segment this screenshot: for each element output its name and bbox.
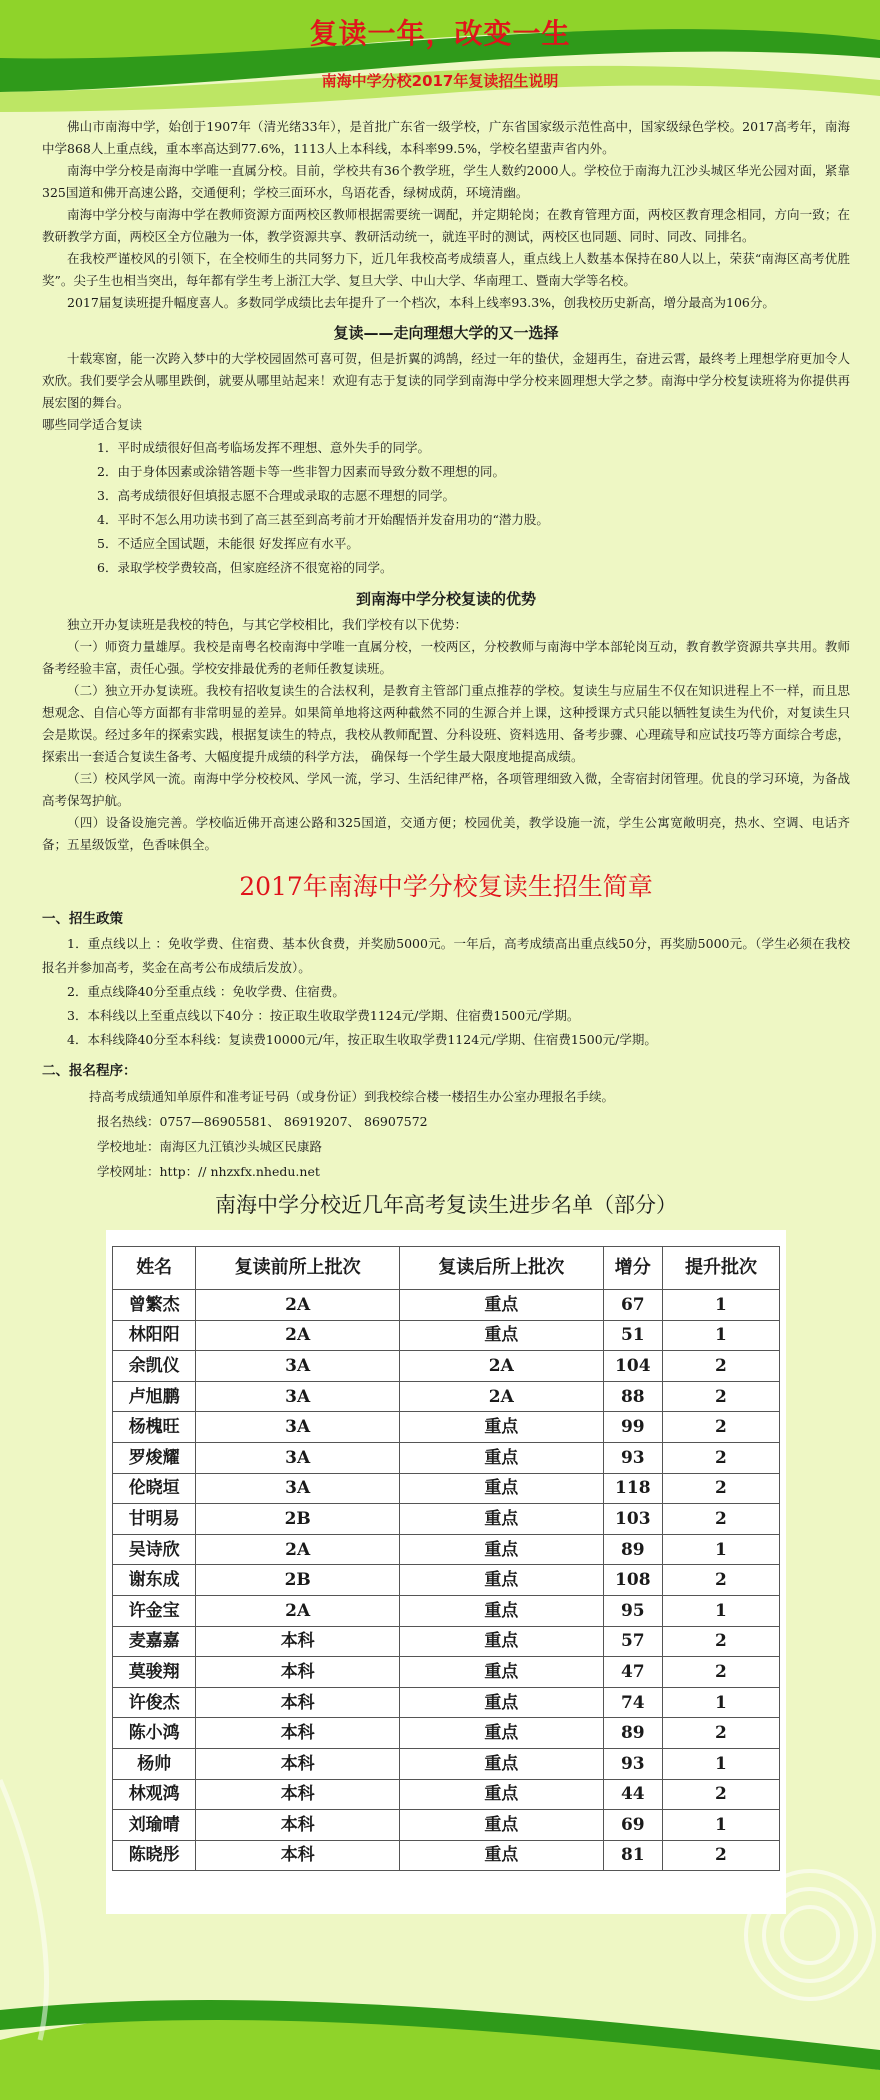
table-row xyxy=(113,1473,780,1504)
table-cell: 104 xyxy=(603,1351,662,1382)
table-row xyxy=(113,1534,780,1565)
table-cell: 2 xyxy=(662,1442,779,1473)
table-row xyxy=(113,1657,780,1688)
table-row xyxy=(113,1504,780,1535)
table-row xyxy=(113,1748,780,1779)
subheading: 南海中学分校2017年复读招生说明 xyxy=(321,72,559,90)
suitable-label: 哪些同学适合复读 xyxy=(42,417,143,432)
table-cell: 重点 xyxy=(400,1534,604,1565)
table-cell: 重点 xyxy=(400,1657,604,1688)
table-cell: 3A xyxy=(196,1351,400,1382)
intro-section xyxy=(42,116,850,314)
table-cell: 67 xyxy=(603,1290,662,1321)
table-cell: 2 xyxy=(662,1718,779,1749)
table-cell: 2 xyxy=(662,1504,779,1535)
content xyxy=(42,116,850,1914)
table-cell: 罗焌耀 xyxy=(113,1442,196,1473)
list-item: 4．平时不怎么用功读书到了高三甚至到高考前才开始醒悟并发奋用功的“潜力股。 xyxy=(97,512,549,527)
list-item: 3．高考成绩很好但填报志愿不合理或录取的志愿不理想的同学。 xyxy=(97,488,455,503)
table-cell: 93 xyxy=(603,1442,662,1473)
table-row xyxy=(113,1442,780,1473)
table-cell: 2B xyxy=(196,1565,400,1596)
table-cell: 3A xyxy=(196,1442,400,1473)
intro-paragraph: 南海中学分校是南海中学唯一直属分校。目前，学校共有36个教学班，学生人数约2000人。学校位于南海九江沙头城区华光公园对面，紧靠325国道和佛开高速公路，交通便利；学校三面环水，鸟语花香，绿树成荫，环境清幽。 xyxy=(42,163,850,200)
table-cell: 本科 xyxy=(196,1687,400,1718)
table-cell: 重点 xyxy=(400,1412,604,1443)
table-cell: 林阳阳 xyxy=(113,1320,196,1351)
website: 学校网址：http：// nhzxfx.nhedu.net xyxy=(97,1164,320,1179)
table-cell: 麦嘉嘉 xyxy=(113,1626,196,1657)
table-cell: 44 xyxy=(603,1779,662,1810)
table-cell: 谢东成 xyxy=(113,1565,196,1596)
table-cell: 杨槐旺 xyxy=(113,1412,196,1443)
table-cell: 重点 xyxy=(400,1748,604,1779)
section-paragraph: 十载寒窗，能一次跨入梦中的大学校园固然可喜可贺，但是折翼的鸿鹄，经过一年的蛰伏，金翅再生，奋进云霄，最终考上理想学府更加令人欢欣。我们要学会从哪里跌倒，就要从哪里站起来！欢迎有志于复读的同学到南海中学分校来圆理想大学之梦。南海中学分校复读班将为你提供再展宏图的舞台。 xyxy=(42,351,850,410)
table-cell: 81 xyxy=(603,1840,662,1871)
table-cell: 重点 xyxy=(400,1290,604,1321)
table-cell: 重点 xyxy=(400,1687,604,1718)
header-cell: 复读后所上批次 xyxy=(400,1247,604,1290)
table-cell: 2 xyxy=(662,1351,779,1382)
suitable-list xyxy=(42,436,850,580)
table-cell: 本科 xyxy=(196,1657,400,1688)
table-cell: 2A xyxy=(196,1534,400,1565)
policy-item: 2．重点线降40分至重点线 ：免收学费、住宿费。 xyxy=(67,984,345,999)
list-item: 2．由于身体因素或涂错答题卡等一些非智力因素而导致分数不理想的同。 xyxy=(97,464,505,479)
table-cell: 陈晓彤 xyxy=(113,1840,196,1871)
table-row xyxy=(113,1718,780,1749)
table-cell: 1 xyxy=(662,1320,779,1351)
intro-paragraph: 佛山市南海中学，始创于1907年（清光绪33年），是首批广东省一级学校，广东省国家级示范性高中，国家级绿色学校。2017高考年，南海中学868人上重点线，重本率高达到77.6%，1113人上本科线，本科率99.5%，学校名望蜚声省内外。 xyxy=(42,119,850,156)
table-cell: 杨帅 xyxy=(113,1748,196,1779)
address: 学校地址：南海区九江镇沙头城区民康路 xyxy=(97,1139,323,1154)
header-cell: 复读前所上批次 xyxy=(196,1247,400,1290)
table-cell: 2 xyxy=(662,1565,779,1596)
table-cell: 2A xyxy=(400,1381,604,1412)
table-cell: 伦晓垣 xyxy=(113,1473,196,1504)
table-cell: 重点 xyxy=(400,1626,604,1657)
advantage-paragraph: （三）校风学风一流。南海中学分校校风、学风一流，学习、生活纪律严格，各项管理细致入微，全寄宿封闭管理。优良的学习环境，为备战高考保驾护航。 xyxy=(42,771,850,808)
table-cell: 本科 xyxy=(196,1840,400,1871)
header-cell: 增分 xyxy=(603,1247,662,1290)
table-container xyxy=(106,1230,786,1914)
procedure-text: 持高考成绩通知单原件和准考证号码（或身份证）到我校综合楼一楼招生办公室办理报名手续。 xyxy=(89,1089,615,1104)
table-cell: 吴诗欣 xyxy=(113,1534,196,1565)
table-cell: 2B xyxy=(196,1504,400,1535)
table-cell: 99 xyxy=(603,1412,662,1443)
policy-title: 一、招生政策 xyxy=(42,911,123,927)
section-title: 复读——走向理想大学的又一选择 xyxy=(333,324,559,342)
table-cell: 本科 xyxy=(196,1718,400,1749)
advantage-paragraph: （四）设备设施完善。学校临近佛开高速公路和325国道，交通方便；校园优美，教学设施一流，学生公寓宽敞明亮，热水、空调、电话齐备；五星级饭堂，色香味俱全。 xyxy=(42,815,850,852)
table-cell: 重点 xyxy=(400,1442,604,1473)
table-cell: 74 xyxy=(603,1687,662,1718)
table-row xyxy=(113,1595,780,1626)
table-header-row xyxy=(113,1247,780,1290)
table-row xyxy=(113,1351,780,1382)
policy-item: 4．本科线降40分至本科线：复读费10000元/年，按正取生收取学费1124元/学期、住宿费1500元/学期。 xyxy=(67,1032,657,1047)
table-cell: 莫骏翔 xyxy=(113,1657,196,1688)
table-cell: 2 xyxy=(662,1840,779,1871)
table-cell: 2 xyxy=(662,1657,779,1688)
table-cell: 118 xyxy=(603,1473,662,1504)
table-cell: 本科 xyxy=(196,1810,400,1841)
advantage-paragraph: （一）师资力量雄厚。我校是南粤名校南海中学唯一直属分校，一校两区，分校教师与南海中学本部轮岗互动，教育教学资源共享共用。教师备考经验丰富，责任心强。学校安排最优秀的老师任教复读班。 xyxy=(42,639,850,676)
table-cell: 89 xyxy=(603,1534,662,1565)
table-cell: 108 xyxy=(603,1565,662,1596)
table-cell: 1 xyxy=(662,1595,779,1626)
table-row xyxy=(113,1381,780,1412)
table-cell: 89 xyxy=(603,1718,662,1749)
table-cell: 重点 xyxy=(400,1320,604,1351)
table-cell: 重点 xyxy=(400,1473,604,1504)
table-cell: 69 xyxy=(603,1810,662,1841)
intro-paragraph: 南海中学分校与南海中学在教师资源方面两校区教师根据需要统一调配，并定期轮岗；在教育管理方面，两校区教育理念相同，方向一致；在教研教学方面，两校区全方位融为一体，教学资源共享、教研活动统一，就连平时的测试，两校区也同题、同时、同改、同排名。 xyxy=(42,207,850,244)
table-cell: 卢旭鹏 xyxy=(113,1381,196,1412)
table-cell: 1 xyxy=(662,1290,779,1321)
table-cell: 2A xyxy=(196,1290,400,1321)
policy-item: 1．重点线以上 ：免收学费、住宿费、基本伙食费，并奖励5000元。一年后，高考成绩高出重点线50分，再奖励5000元。（学生必须在我校报名并参加高考，奖金在高考公布成绩后发放）。 xyxy=(42,936,850,975)
list-item: 5．不适应全国试题，未能很 好发挥应有水平。 xyxy=(97,536,359,551)
list-item: 6．录取学校学费较高，但家庭经济不很宽裕的同学。 xyxy=(97,560,393,575)
section-paragraph: 独立开办复读班是我校的特色，与其它学校相比，我们学校有以下优势： xyxy=(67,617,468,632)
table-cell: 重点 xyxy=(400,1565,604,1596)
table-cell: 47 xyxy=(603,1657,662,1688)
table-cell: 88 xyxy=(603,1381,662,1412)
table-cell: 2 xyxy=(662,1412,779,1443)
policy-item: 3．本科线以上至重点线以下40分 ：按正取生收取学费1124元/学期、住宿费1500元/学期。 xyxy=(67,1008,580,1023)
table-cell: 2A xyxy=(196,1320,400,1351)
header-cell: 姓名 xyxy=(113,1247,196,1290)
table-title: 南海中学分校近几年高考复读生进步名单（部分） xyxy=(215,1193,677,1217)
table-cell: 曾繁杰 xyxy=(113,1290,196,1321)
header-cell: 提升批次 xyxy=(662,1247,779,1290)
table-cell: 2 xyxy=(662,1381,779,1412)
table-cell: 余凯仪 xyxy=(113,1351,196,1382)
table-row xyxy=(113,1290,780,1321)
table-cell: 重点 xyxy=(400,1595,604,1626)
table-cell: 93 xyxy=(603,1748,662,1779)
table-cell: 重点 xyxy=(400,1779,604,1810)
section-title: 到南海中学分校复读的优势 xyxy=(355,590,536,608)
table-cell: 本科 xyxy=(196,1748,400,1779)
table-row xyxy=(113,1565,780,1596)
procedure-title: 二、报名程序： xyxy=(42,1063,137,1079)
table-cell: 本科 xyxy=(196,1626,400,1657)
progress-table xyxy=(112,1246,780,1871)
table-cell: 甘明易 xyxy=(113,1504,196,1535)
table-cell: 57 xyxy=(603,1626,662,1657)
table-cell: 1 xyxy=(662,1687,779,1718)
hotline: 报名热线：0757—86905581、 86919207、 86907572 xyxy=(97,1114,428,1129)
table-cell: 2A xyxy=(400,1351,604,1382)
table-cell: 103 xyxy=(603,1504,662,1535)
headline: 复读一年，改变一生 xyxy=(309,17,571,50)
table-cell: 3A xyxy=(196,1381,400,1412)
list-item: 1．平时成绩很好但高考临场发挥不理想、意外失手的同学。 xyxy=(97,440,430,455)
table-row xyxy=(113,1320,780,1351)
policy-list xyxy=(42,932,850,1052)
table-cell: 2 xyxy=(662,1626,779,1657)
table-row xyxy=(113,1412,780,1443)
intro-paragraph: 2017届复读班提升幅度喜人。多数同学成绩比去年提升了一个档次，本科上线率93.3%，创我校历史新高，增分最高为106分。 xyxy=(67,295,775,310)
advantage-paragraph: （二）独立开办复读班。我校有招收复读生的合法权利，是教育主管部门重点推荐的学校。复读生与应届生不仅在知识进程上不一样，而且思想观念、自信心等方面都有非常明显的差异。如果简单地将这两种截然不同的生源合并上课，这种授课方式只能以牺牲复读生为代价，对复读生只会是欺误。经过多年的探索实践，根据复读生的特点，我校从教师配置、分科设班、资料选用、备考步骤、心理疏导和应试技巧等方面综合考虑，探索出一套适合复读生备考、大幅度提升成绩的科学方法， 确保每一个学生最大限度地提高成绩。 xyxy=(42,683,850,764)
table-cell: 3A xyxy=(196,1412,400,1443)
table-cell: 51 xyxy=(603,1320,662,1351)
table-cell: 2 xyxy=(662,1473,779,1504)
intro-paragraph: 在我校严谨校风的引领下，在全校师生的共同努力下，近几年我校高考成绩喜人，重点线上人数基本保持在80人以上，荣获“南海区高考优胜奖”。尖子生也相当突出，每年都有学生考上浙江大学、复旦大学、中山大学、华南理工、暨南大学等名校。 xyxy=(42,251,850,288)
table-cell: 许俊杰 xyxy=(113,1687,196,1718)
table-row xyxy=(113,1626,780,1657)
table-row xyxy=(113,1687,780,1718)
table-cell: 95 xyxy=(603,1595,662,1626)
table-cell: 3A xyxy=(196,1473,400,1504)
brochure-title: 2017年南海中学分校复读生招生简章 xyxy=(239,872,653,901)
table-cell: 许金宝 xyxy=(113,1595,196,1626)
table-cell: 2A xyxy=(196,1595,400,1626)
table-row xyxy=(113,1840,780,1871)
table-cell: 重点 xyxy=(400,1810,604,1841)
table-cell: 2 xyxy=(662,1779,779,1810)
table-cell: 林观鸿 xyxy=(113,1779,196,1810)
table-cell: 陈小鸿 xyxy=(113,1718,196,1749)
table-row xyxy=(113,1810,780,1841)
table-cell: 重点 xyxy=(400,1504,604,1535)
table-cell: 本科 xyxy=(196,1779,400,1810)
table-cell: 1 xyxy=(662,1748,779,1779)
table-cell: 刘瑜晴 xyxy=(113,1810,196,1841)
table-cell: 1 xyxy=(662,1810,779,1841)
table-cell: 1 xyxy=(662,1534,779,1565)
table-row xyxy=(113,1779,780,1810)
table-cell: 重点 xyxy=(400,1840,604,1871)
table-cell: 重点 xyxy=(400,1718,604,1749)
